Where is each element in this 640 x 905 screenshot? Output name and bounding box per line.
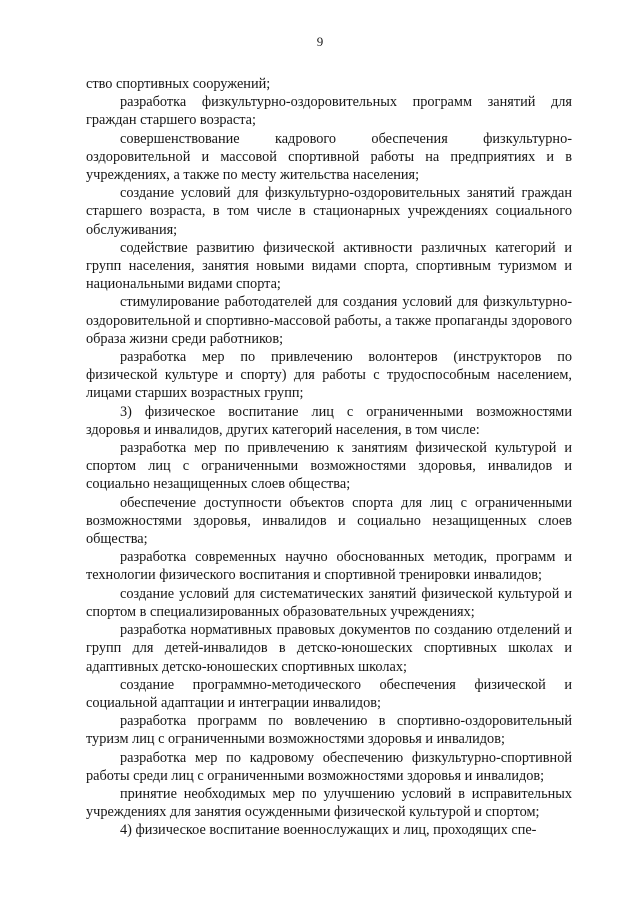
- paragraph: разработка мер по кадровому обеспечению физкультурно-спортивной работы среди лиц с ограниченными возможностями здоровья и инвалидов;: [86, 749, 572, 784]
- paragraph: совершенствование кадрового обеспечения физкультурно-оздоровительной и массовой спортивной работы на предприятиях и в учреждениях, а также по месту жительства населения;: [86, 130, 572, 184]
- paragraph: содействие развитию физической активности различных категорий и групп населения, занятия новыми видами спорта, спортивным туризмом и национальными видами спорта;: [86, 239, 572, 293]
- body-text: [86, 75, 572, 840]
- paragraph: разработка мер по привлечению волонтеров (инструкторов по физической культуре и спорту) для работы с трудоспособным населением, лицами старших возрастных групп;: [86, 349, 572, 402]
- paragraph: разработка нормативных правовых документов по созданию отделений и групп для детей-инвалидов в детско-юношеских спортивных школах и адаптивных детско-юношеских спортивных школах;: [86, 622, 572, 675]
- paragraph: разработка физкультурно-оздоровительных программ занятий для граждан старшего возраста;: [86, 94, 572, 129]
- paragraph: разработка программ по вовлечению в спортивно-оздоровительный туризм лиц с ограниченными возможностями здоровья и инвалидов;: [86, 713, 572, 748]
- paragraph: стимулирование работодателей для создания условий для физкультурно-оздоровительной и спортивно-массовой работы, а также пропаганды здорового образа жизни среди работников;: [86, 294, 572, 347]
- paragraph: создание условий для физкультурно-оздоровительных занятий граждан старшего возраста, в том числе в стационарных учреждениях социального обслуживания;: [86, 185, 572, 238]
- paragraph-section-3: 3) физическое воспитание лиц с ограниченными возможностями здоровья и инвалидов, других категорий населения, в том числе:: [86, 403, 572, 438]
- paragraph: обеспечение доступности объектов спорта для лиц с ограниченными возможностями здоровья, инвалидов и социально незащищенных слоев общества;: [86, 494, 572, 548]
- page-number: 9: [316, 34, 324, 49]
- paragraph: разработка современных научно обоснованных методик, программ и технологии физического воспитания и спортивной тренировки инвалидов;: [86, 549, 572, 584]
- paragraph-section-4: 4) физическое воспитание военнослужащих и лиц, проходящих спе-: [120, 822, 537, 839]
- paragraph: разработка мер по привлечению к занятиям физической культурой и спортом лиц с ограниченными возможностями здоровья, инвалидов и социально незащищенных слоев общества;: [86, 440, 572, 493]
- paragraph: создание программно-методического обеспечения физической и социальной адаптации и интеграции инвалидов;: [86, 676, 572, 711]
- paragraph-continuation: ство спортивных сооружений;: [86, 76, 271, 92]
- paragraph: создание условий для систематических занятий физической культурой и спортом в специализированных образовательных учреждениях;: [86, 585, 572, 620]
- paragraph: принятие необходимых мер по улучшению условий в исправительных учреждениях для занятия осужденными физической культурой и спортом;: [86, 785, 572, 821]
